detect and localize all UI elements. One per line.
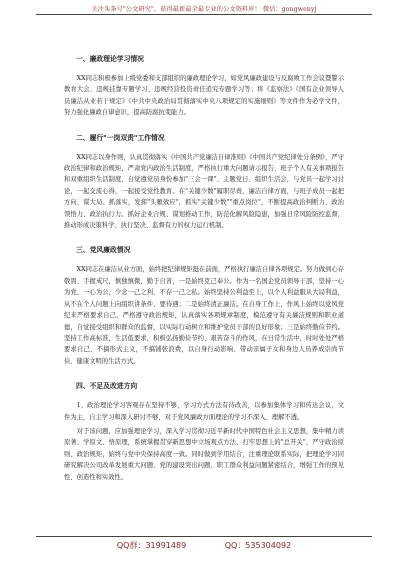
- document-body: [64, 54, 344, 486]
- section-title-2: 二、履行"一岗双责"工作情况: [76, 133, 165, 142]
- section-title-4: 四、不足及改进方向: [76, 382, 138, 391]
- section-4-paragraph-1: 1、政治理论学习客观存在坚持不够，学习方式方法有待改善，以参加集体学习和传达会议，文件为主，自主学习和深入研讨不够，对于党风廉政方面理论的学习不深入、理解不透。: [64, 402, 344, 421]
- section-1-paragraph: XX同志积极参加上级党委和支部组织的廉政理论学习，如党风廉政建设与反腐败工作会议暨警示教育大会、违规挂靠专题学习、违规经营投资责任追究专题学习等；将《监察法》《国有企业领导人员廉洁从业若干规定》《中共中央政治局贯彻落实中央八项规定的实施细则》等文件作为必学文件，努力强化廉政自律意识，提高防腐抗变能力。: [64, 75, 344, 117]
- section-title-1: 一、廉政理论学习情况: [76, 55, 144, 63]
- section-3-paragraph: XX同志在廉洁从业方面，始终把纪律规矩挺在前面，严格执行廉洁自律各项规定。努力做到心存敬畏、手握戒尺，慎独慎微，勤于自省，一是始终克己奉公。作为一名国企党员领导干部，坚持一心为党、一心为公，少念一己之利，不存一己之私。始终坚持公利益至上，以个人利益服从大局利益，从不在个人问题上向组织讲条件、要待遇；二是始终清正廉洁。在自身工作上，作风上始终以党风党纪来严格要求自己，严格遵守政治规矩，认真落实各项规章制度，模范遵守有关廉洁规则和职业道德，自觉接受组织和群众的监督，以实际行动树立和维护党员干部的良好形象；三是始终勤俭节约。坚持工作高标准，生活低要求，积极弘扬勤俭节约、艰苦奋斗的作风，在日常生活中，时时处处严格要求自己，不搞形式主义，不搞铺张浪费，以自身行动影响、带动亲属子女和身边人员养成崇尚节俭、健康文明的生活方式。: [64, 266, 344, 365]
- section-4-paragraph-2: 对于该问题，应加强理论学习，深入学习贯彻习近平新时代中国特色社会主义思想，集中精力读原著、学原文、悟原理，系统掌握贯穿新思想中立场观点方法，打牢思想上的"总开关"，严守政治原则、政治规矩，始终与党中央保持高度一致。同时做到学用结合，注重理论联系实际，把理论学习同研究解决公司改革发展重大问题、党的建设突出问题、职工群众利益问题紧密结合，增强工作的预见性、创造性和实效性。: [64, 427, 344, 481]
- section-title-3: 三、党风廉政情况: [76, 246, 131, 255]
- top-banner: 关注头条号"公文研究"，获得最新最全最专业的公文资料库！ 微信：gongwenyj: [91, 6, 317, 13]
- section-2-paragraph: XX同志以身作则，认真贯彻落实《中国共产党廉洁自律准则》《中国共产党纪律处分条例》，严守政治纪律和政治规矩，严肃党内政治生活制度，严格执行重大问题请示报告、班子个人有关事项报告和双重组织生活制度，自觉遵党员身份参加"三会一课"、主题党日、组织生活会，与党员一起学习讨论，一起交流心得，一起接受党性教育。在"关键少数"履职尽责，廉洁自律方面，与班子成员一起把方向、谋大局、抓落实，发挥"头雁效应"，抓实"关键少数""重点岗位"，不断提高政治判断力、政治领悟力、政治执行力。抓好企业合规、谋划推动工作，防范化解风险隐患，加强日常风险防控监督，推动形成决策科学、执行坚决、监督有力的权力运行机制。: [64, 153, 344, 230]
- header-divider: [36, 14, 372, 15]
- footer-qq-contact: QQ：535304092: [224, 541, 292, 550]
- footer: [0, 540, 408, 551]
- footer-divider: [36, 536, 372, 537]
- footer-qq-group: QQ群：31991489: [116, 541, 187, 550]
